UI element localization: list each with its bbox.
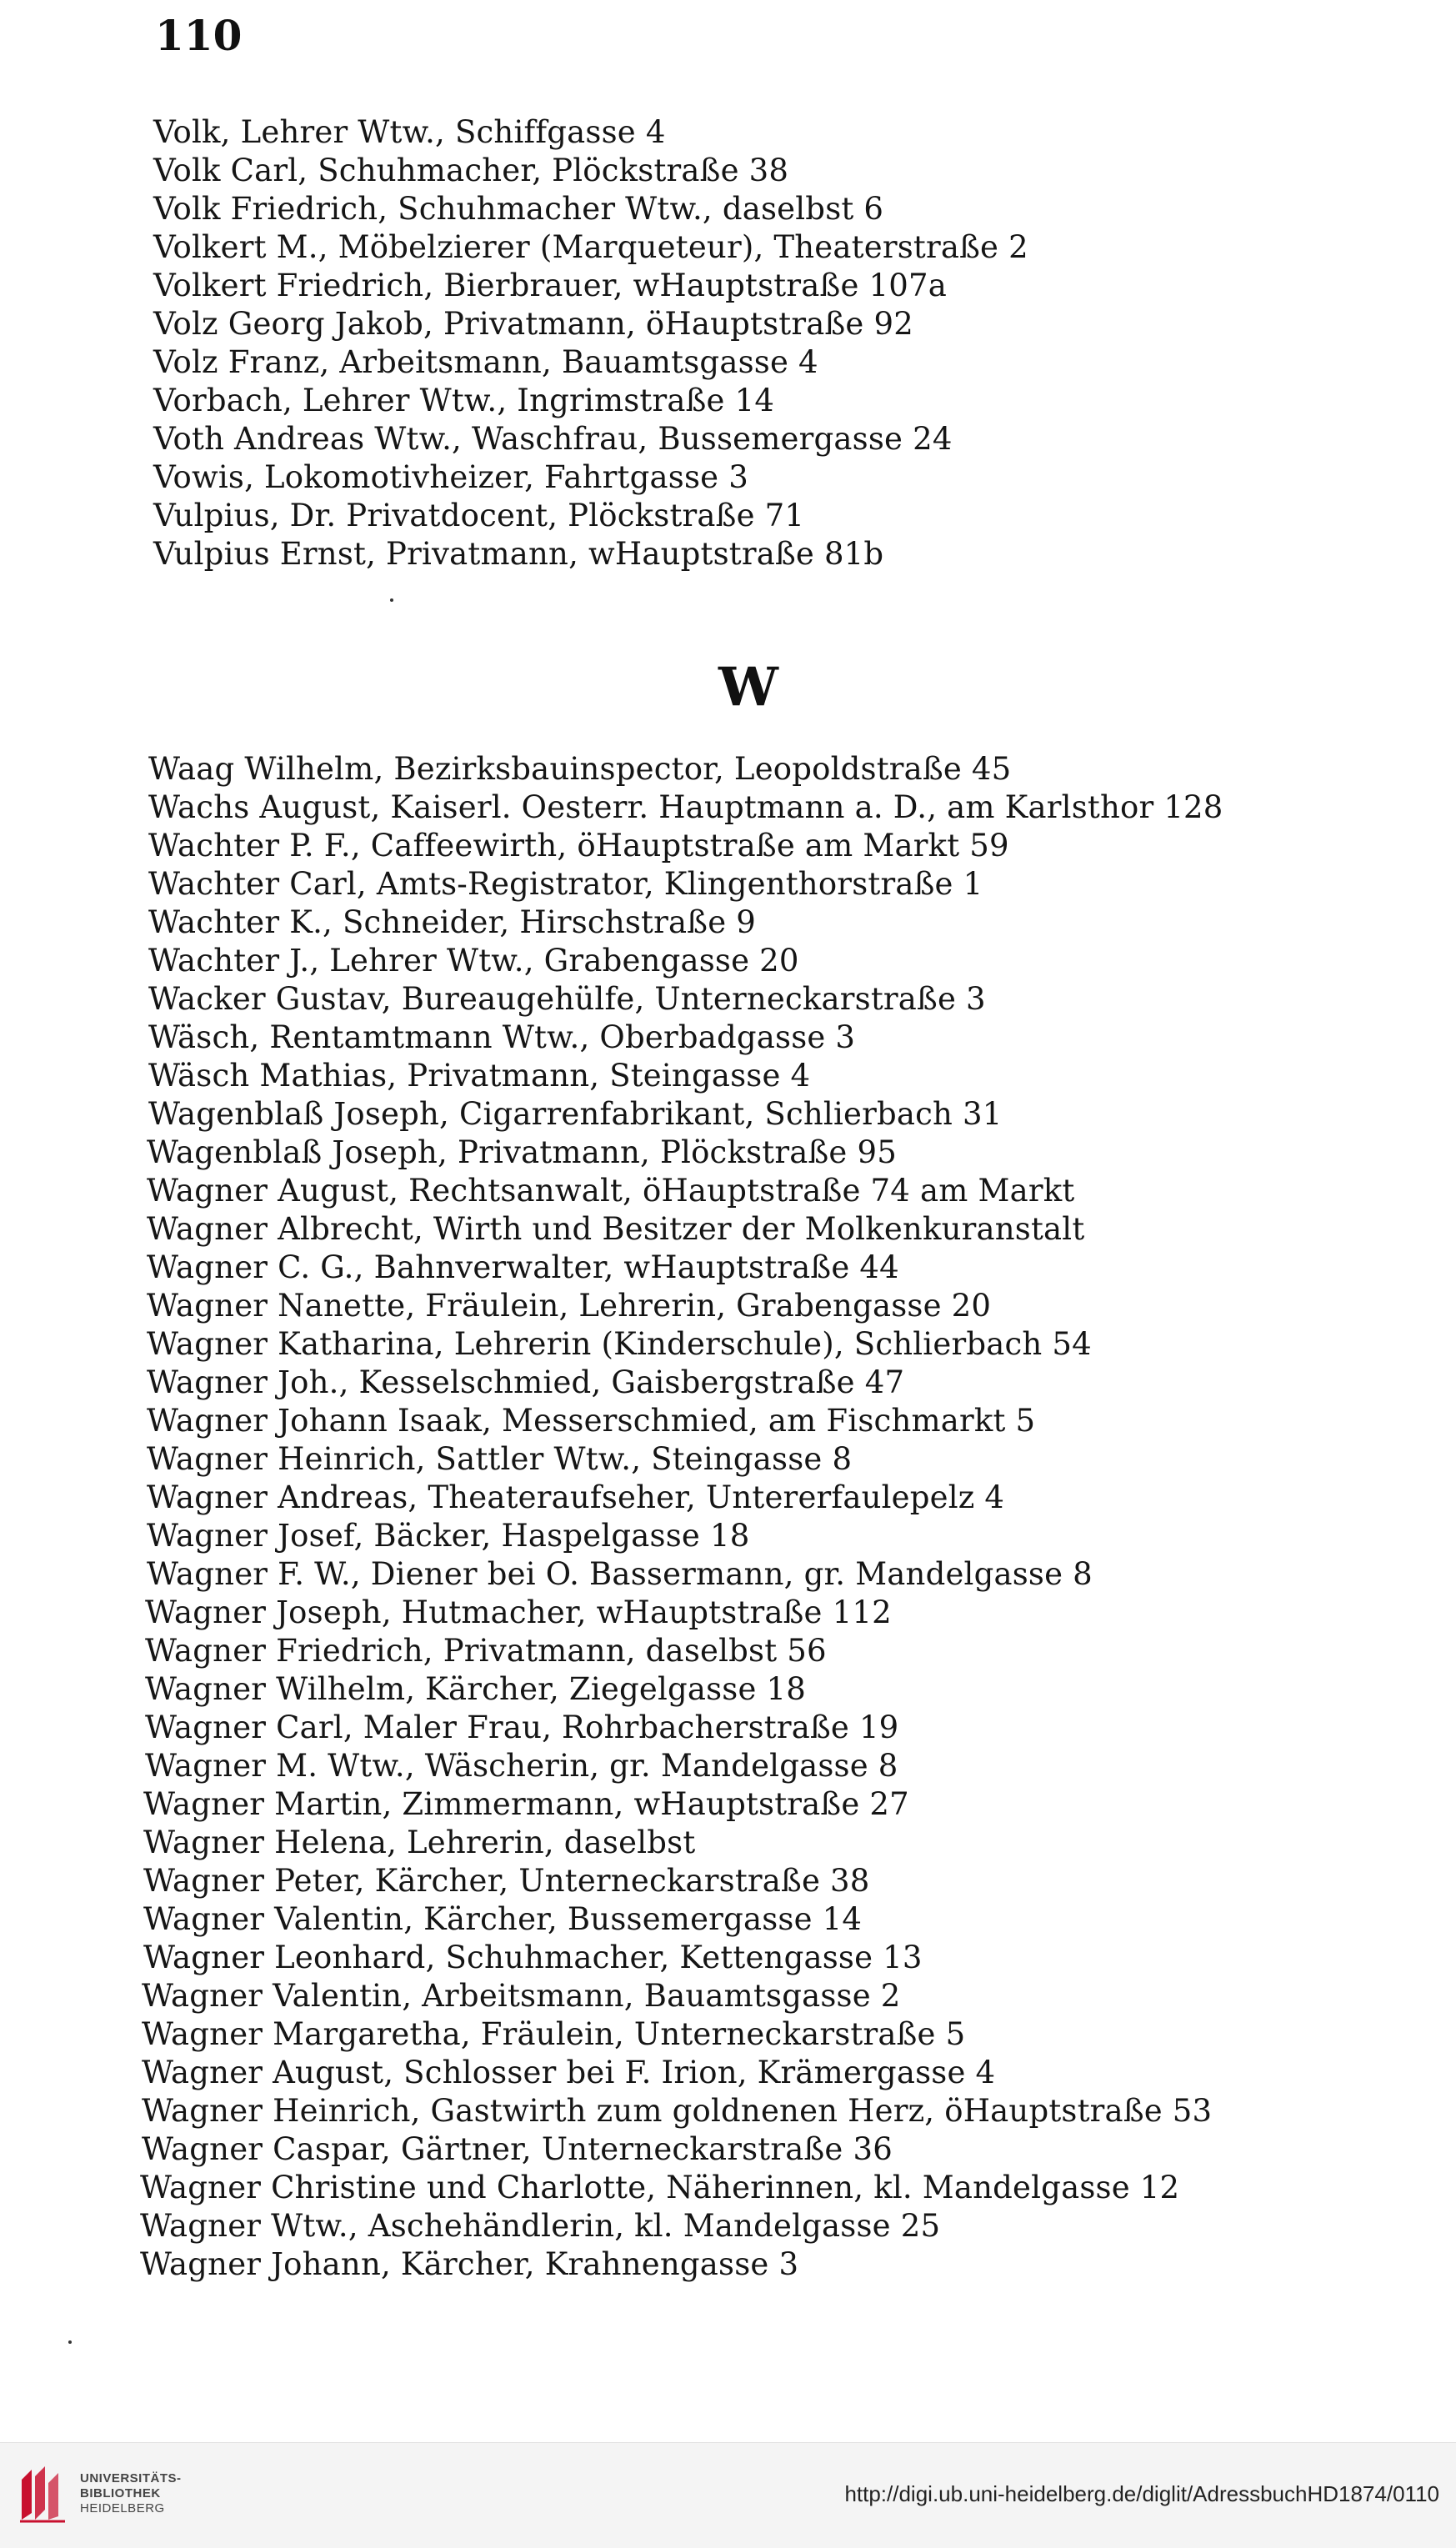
directory-entry: Wagner Heinrich, Sattler Wtw., Steingasse 8 [147, 1441, 853, 1477]
directory-entry: Wagner Josef, Bäcker, Haspelgasse 18 [147, 1518, 750, 1554]
stray-dot [68, 2340, 72, 2344]
directory-entry: Wäsch, Rentamtmann Wtw., Oberbadgasse 3 [148, 1019, 856, 1055]
directory-entry: Wagner Joseph, Hutmacher, wHauptstraße 112 [145, 1594, 892, 1630]
directory-entry: Wachter K., Schneider, Hirschstraße 9 [148, 904, 756, 940]
library-name [80, 2471, 182, 2516]
directory-entry: Wagenblaß Joseph, Cigarrenfabrikant, Schlierbach 31 [148, 1096, 1003, 1132]
directory-entry: Voth Andreas Wtw., Waschfrau, Bussemergasse 24 [153, 421, 953, 457]
directory-entry: Vowis, Lokomotivheizer, Fahrtgasse 3 [153, 459, 748, 495]
directory-entry: Wagner M. Wtw., Wäscherin, gr. Mandelgasse 8 [145, 1748, 898, 1784]
directory-entry: Wachs August, Kaiserl. Oesterr. Hauptmann a. D., am Karlsthor 128 [148, 789, 1223, 825]
directory-entry: Wagner Peter, Kärcher, Unterneckarstraße 38 [143, 1863, 870, 1899]
directory-entry: Wagner Carl, Maler Frau, Rohrbacherstraße 19 [145, 1710, 899, 1745]
directory-entry: Wagner Helena, Lehrerin, daselbst [143, 1825, 696, 1860]
directory-entry: Wagner Wilhelm, Kärcher, Ziegelgasse 18 [145, 1671, 807, 1707]
directory-entry: Volk Carl, Schuhmacher, Plöckstraße 38 [153, 153, 789, 188]
directory-entry: Wagner C. G., Bahnverwalter, wHauptstraße 44 [147, 1249, 899, 1285]
directory-entry: Wagner Andreas, Theateraufseher, Untererfaulepelz 4 [147, 1479, 1005, 1515]
section-heading: W [718, 656, 778, 718]
directory-entry: Wagner Wtw., Aschehändlerin, kl. Mandelgasse 25 [140, 2208, 941, 2244]
directory-entry: Wachter P. F., Caffeewirth, öHauptstraße am Markt 59 [148, 828, 1009, 864]
directory-entry: Wagner Heinrich, Gastwirth zum goldnenen Herz, öHauptstraße 53 [142, 2093, 1213, 2129]
directory-entry: Wagner August, Schlosser bei F. Irion, Krämergasse 4 [142, 2055, 996, 2090]
library-name-line: BIBLIOTHEK [80, 2486, 161, 2500]
directory-entry: Vulpius Ernst, Privatmann, wHauptstraße 81b [153, 536, 884, 572]
directory-entry: Volk Friedrich, Schuhmacher Wtw., daselbst 6 [153, 191, 884, 227]
stray-dot [390, 598, 393, 602]
directory-entry: Wäsch Mathias, Privatmann, Steingasse 4 [148, 1058, 811, 1094]
directory-entry: Wagner Albrecht, Wirth und Besitzer der Molkenkuranstalt [147, 1211, 1085, 1247]
footer-bar [0, 2442, 1456, 2548]
directory-entry: Wagner Friedrich, Privatmann, daselbst 56 [145, 1633, 827, 1669]
directory-entry: Volkert M., Möbelzierer (Marqueteur), Theaterstraße 2 [153, 229, 1028, 265]
directory-entry: Volk, Lehrer Wtw., Schiffgasse 4 [153, 114, 666, 150]
directory-entry: Wagner Caspar, Gärtner, Unterneckarstraße 36 [142, 2131, 893, 2167]
directory-entry: Wagner Katharina, Lehrerin (Kinderschule), Schlierbach 54 [147, 1326, 1092, 1362]
directory-entry: Wagner Joh., Kesselschmied, Gaisbergstraße 47 [147, 1364, 905, 1400]
library-name-line: UNIVERSITÄTS- [80, 2471, 182, 2485]
directory-entry: Vorbach, Lehrer Wtw., Ingrimstraße 14 [153, 383, 775, 418]
directory-entry: Volkert Friedrich, Bierbrauer, wHauptstraße 107a [153, 268, 947, 303]
directory-entry: Volz Franz, Arbeitsmann, Bauamtsgasse 4 [153, 344, 818, 380]
directory-entry: Wagner Margaretha, Fräulein, Unterneckarstraße 5 [142, 2016, 966, 2052]
directory-entry: Waag Wilhelm, Bezirksbauinspector, Leopoldstraße 45 [148, 751, 1012, 787]
directory-entry: Wagner Valentin, Arbeitsmann, Bauamtsgasse 2 [142, 1978, 901, 2014]
page-number: 110 [155, 11, 243, 60]
directory-entry: Volz Georg Jakob, Privatmann, öHauptstraße 92 [153, 306, 913, 342]
directory-entry: Wagner Leonhard, Schuhmacher, Kettengasse 13 [143, 1940, 923, 1975]
directory-entry: Wagner F. W., Diener bei O. Bassermann, gr. Mandelgasse 8 [147, 1556, 1093, 1592]
directory-entry: Vulpius, Dr. Privatdocent, Plöckstraße 71 [153, 498, 805, 533]
directory-entry: Wagner Christine und Charlotte, Näherinnen, kl. Mandelgasse 12 [140, 2170, 1180, 2205]
directory-entry: Wagner Valentin, Kärcher, Bussemergasse 14 [143, 1901, 863, 1937]
directory-entry: Wachter Carl, Amts-Registrator, Klingenthorstraße 1 [148, 866, 983, 902]
university-library-logo-icon [15, 2461, 73, 2525]
permalink-url[interactable]: http://digi.ub.uni-heidelberg.de/diglit/AdressbuchHD1874/0110 [844, 2481, 1439, 2506]
directory-entry: Wagner Johann Isaak, Messerschmied, am Fischmarkt 5 [147, 1403, 1036, 1439]
directory-entry: Wagner August, Rechtsanwalt, öHauptstraße 74 am Markt [147, 1173, 1075, 1209]
directory-entry: Wagner Martin, Zimmermann, wHauptstraße 27 [143, 1786, 909, 1822]
directory-entry: Wacker Gustav, Bureaugehülfe, Unterneckarstraße 3 [148, 981, 986, 1017]
directory-entry: Wagenblaß Joseph, Privatmann, Plöckstraße 95 [147, 1134, 897, 1170]
library-name-line: HEIDELBERG [80, 2501, 165, 2515]
directory-entry: Wagner Johann, Kärcher, Krahnengasse 3 [140, 2246, 799, 2282]
directory-entry: Wachter J., Lehrer Wtw., Grabengasse 20 [148, 943, 799, 979]
directory-entry: Wagner Nanette, Fräulein, Lehrerin, Grabengasse 20 [147, 1288, 992, 1324]
